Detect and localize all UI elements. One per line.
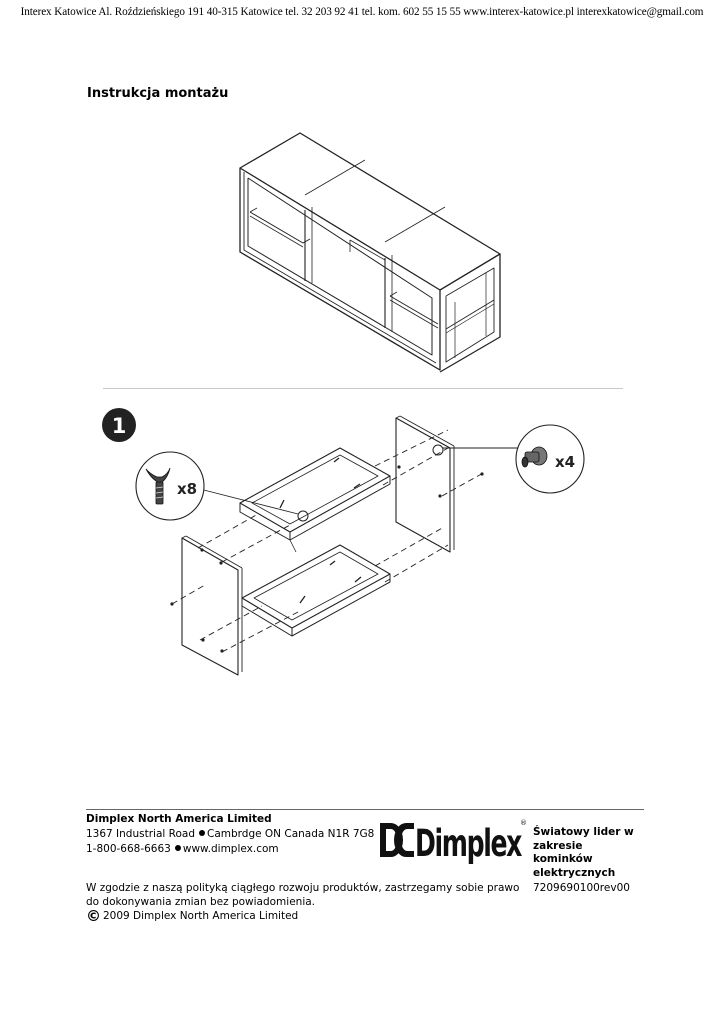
bullet-icon (199, 830, 205, 836)
logo-wordmark: Dimplex (415, 822, 523, 865)
footer-divider (86, 809, 644, 810)
page-title: Instrukcja montażu (87, 86, 229, 101)
copyright-text: 2009 Dimplex North America Limited (103, 910, 299, 922)
registered-mark-icon: ® (520, 819, 527, 827)
tv-stand-overview-drawing (240, 133, 500, 372)
copyright-icon: © (86, 907, 101, 925)
website-link[interactable]: www.dimplex.com (182, 843, 279, 855)
bullet-icon (175, 845, 181, 851)
copyright-line (86, 907, 298, 925)
header-contact-line: Interex Katowice Al. Roździeńskiego 191 40-315 Katowice tel. 32 203 92 41 tel. kom. 602 55 15 55 www.interex-katowice.pl interexkatowice@gmail.com (20, 6, 704, 18)
dimplex-logo-mark-icon (380, 823, 414, 857)
wing-bolt-quantity: x8 (177, 480, 198, 498)
address-city: Cambrdge ON Canada N1R 7G8 (207, 828, 375, 840)
document-code: 7209690100rev00 (533, 882, 630, 894)
company-name: Dimplex North America Limited (86, 813, 272, 825)
phone-number: 1-800-668-6663 (86, 843, 171, 855)
address-street: 1367 Industrial Road (86, 828, 195, 840)
section-divider (103, 388, 623, 389)
address-line (86, 827, 374, 842)
policy-text: W zgodzie z naszą polityką ciągłego rozwoju produktów, zastrzegamy sobie prawo do dokonywania zmian bez powiadomienia. (86, 882, 520, 908)
footer-contact-block (86, 812, 374, 857)
tagline: Światowy lider w zakresie kominków elektrycznych (533, 826, 634, 879)
cam-bolt-quantity: x4 (555, 453, 576, 471)
phone-web-line (86, 842, 374, 857)
step-number: 1 (111, 414, 127, 438)
dimplex-logo (378, 813, 528, 871)
step-1-exploded-drawing (170, 416, 520, 675)
